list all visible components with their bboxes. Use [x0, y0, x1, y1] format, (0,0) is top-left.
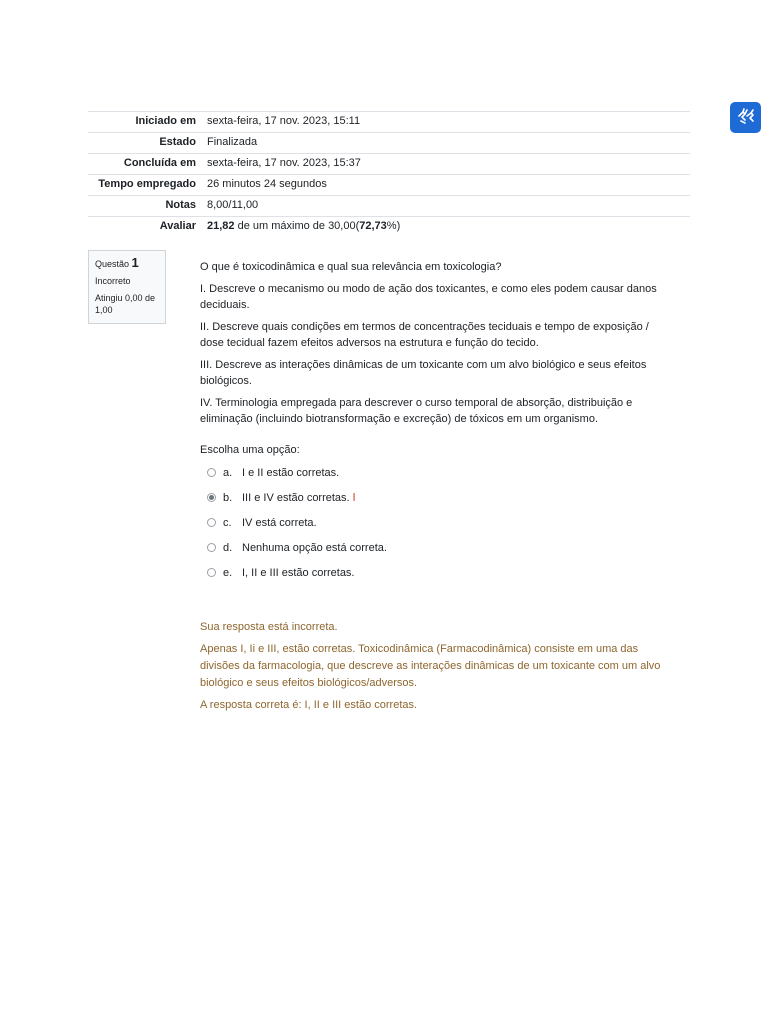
feedback-block [200, 619, 678, 719]
accessibility-button[interactable] [730, 102, 761, 133]
answer-prompt: Escolha uma opção: [200, 444, 300, 456]
question-mark: Atingiu 0,00 de 1,00 [95, 293, 156, 315]
question-text [200, 259, 670, 433]
option-letter: d. [223, 541, 233, 554]
summary-value: 26 minutos 24 segundos [207, 175, 690, 196]
radio-button[interactable] [207, 468, 216, 477]
grade-score: 21,82 [207, 220, 235, 232]
option-e[interactable] [207, 560, 670, 585]
summary-value: sexta-feira, 17 nov. 2023, 15:11 [207, 112, 690, 133]
question-statement: II. Descreve quais condições em termos de concentrações teciduais e tempo de exposição / dose tecidual fazem efeitos adversos na estrutura e função do tecido. [200, 321, 649, 349]
summary-row-grade [88, 217, 690, 238]
summary-label: Estado [88, 133, 207, 154]
option-letter: a. [223, 466, 233, 479]
summary-label: Avaliar [88, 217, 207, 238]
summary-value: sexta-feira, 17 nov. 2023, 15:37 [207, 154, 690, 175]
incorrect-mark-icon: ǀ [352, 491, 356, 504]
question-number [95, 257, 159, 270]
question-number-value: 1 [131, 255, 139, 270]
grade-value [207, 217, 690, 238]
summary-row-completed [88, 154, 690, 175]
summary-label: Iniciado em [88, 112, 207, 133]
question-title: O que é toxicodinâmica e qual sua relevância em toxicologia? [200, 261, 502, 273]
answer-block [200, 444, 670, 585]
grade-percent: 72,73 [359, 220, 387, 232]
summary-row-time [88, 175, 690, 196]
summary-label: Notas [88, 196, 207, 217]
feedback-status: Sua resposta está incorreta. [200, 621, 338, 633]
radio-button-selected[interactable] [207, 493, 216, 502]
summary-value: Finalizada [207, 133, 690, 154]
option-text: I e II estão corretas. [242, 466, 340, 479]
option-letter: b. [223, 491, 233, 504]
summary-row-marks [88, 196, 690, 217]
option-d[interactable] [207, 535, 670, 560]
quiz-summary-table [88, 111, 690, 237]
option-text: I, II e III estão corretas. [242, 566, 355, 579]
summary-row-state [88, 133, 690, 154]
feedback-correct-answer: A resposta correta é: I, II e III estão corretas. [200, 699, 418, 711]
question-info-box [88, 250, 166, 324]
grade-middle: de um máximo de 30,00( [234, 220, 360, 232]
radio-button[interactable] [207, 568, 216, 577]
radio-button[interactable] [207, 543, 216, 552]
summary-label: Tempo empregado [88, 175, 207, 196]
grade-suffix: %) [386, 220, 401, 232]
feedback-explanation: Apenas I, Ii e III, estão corretas. Toxicodinâmica (Farmacodinâmica) consiste em uma das divisões da farmacologia, que descreve as interações dinâmicas de um toxicante com um alvo biológico e seus efeitos biológicos/adversos. [200, 643, 661, 689]
question-state: Incorreto [95, 276, 131, 286]
radio-button[interactable] [207, 518, 216, 527]
option-text: Nenhuma opção está correta. [242, 541, 387, 554]
option-letter: c. [223, 516, 232, 529]
question-number-label: Questão [95, 259, 130, 269]
question-statement: I. Descreve o mecanismo ou modo de ação dos toxicantes, e como eles podem causar danos deciduais. [200, 283, 657, 311]
option-b[interactable] [207, 485, 670, 510]
question-statement: III. Descreve as interações dinâmicas de um toxicante com um alvo biológico e seus efeitos biológicos. [200, 359, 647, 387]
option-a[interactable] [207, 460, 670, 485]
option-text: IV está correta. [242, 516, 317, 529]
summary-value: 8,00/11,00 [207, 196, 690, 217]
option-text: III e IV estão corretas. [242, 491, 350, 504]
summary-row-started [88, 112, 690, 133]
question-statement: IV. Terminologia empregada para descrever o curso temporal de absorção, distribuição e eliminação (incluindo biotransformação e excreção) de tóxicos em um organismo. [200, 397, 633, 425]
option-c[interactable] [207, 510, 670, 535]
summary-label: Concluída em [88, 154, 207, 175]
sign-language-hands-icon [736, 107, 756, 128]
option-letter: e. [223, 566, 233, 579]
